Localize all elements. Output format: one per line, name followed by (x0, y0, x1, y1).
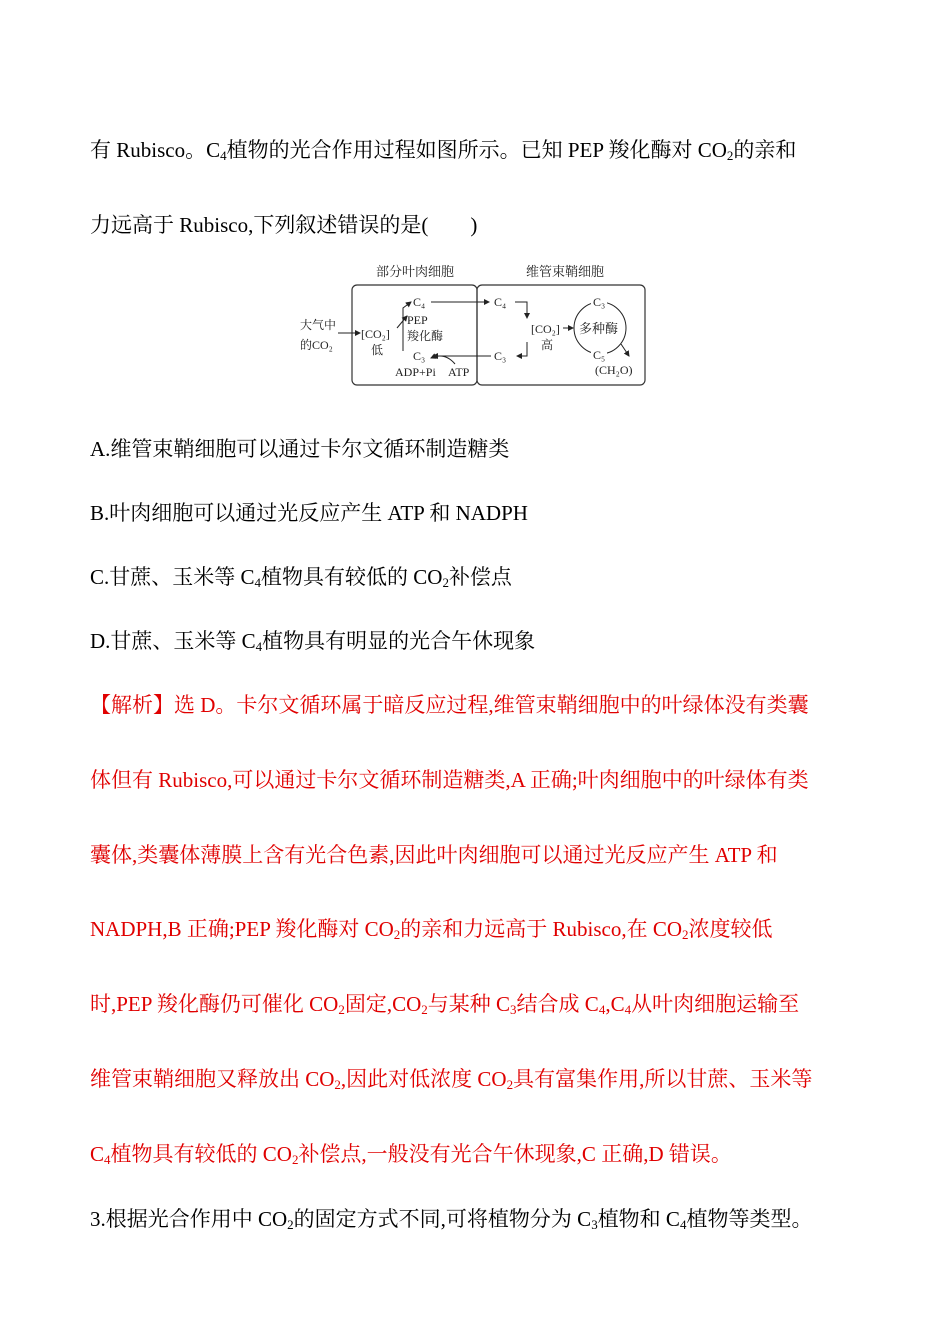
question-3-line: 3.根据光合作用中 $CO_2$的固定方式不同,可将植物分为 $C_3$植物和 $C_4$植物等类型。 (90, 1207, 813, 1232)
pep-label: PEP (407, 313, 428, 327)
analysis-line-4: NADPH,B 正确;PEP 羧化酶对 $CO_2$的亲和力远高于 Rubisco,在 $CO_2$浓度较低 (90, 917, 773, 942)
analysis-line-7: $C_4$植物具有较低的 $CO_2$补偿点,一般没有光合午休现象,C 正确,D 错误。 (90, 1142, 732, 1167)
mesophyll-c3: C₃ (413, 349, 426, 363)
atp-curve-arrow (431, 356, 455, 364)
co2-low-label: 低 (371, 343, 384, 357)
right-box-title: 维管束鞘细胞 (525, 264, 605, 279)
multi-enzyme-label: 多种酶 (579, 321, 619, 336)
calvin-c3: C₃ (593, 295, 606, 309)
c4-photosynthesis-diagram (295, 258, 655, 393)
option-a: A.维管束鞘细胞可以通过卡尔文循环制造糖类 (90, 437, 510, 461)
atmosphere-label-2: 的CO₂ (300, 338, 333, 352)
mesophyll-c4: C₄ (413, 295, 426, 309)
analysis-line-5: 时,PEP 羧化酶仍可催化 $CO_2$固定$,CO_2$与某种 $C_3$结合成 $C_4,C_4$从叶肉细胞运输至 (90, 992, 800, 1017)
left-box-title: 部分叶肉细胞 (375, 264, 455, 279)
analysis-line-1: 【解析】选 D。卡尔文循环属于暗反应过程,维管束鞘细胞中的叶绿体没有类囊 (90, 693, 809, 717)
atp-label: ATP (448, 365, 470, 379)
ch2o-label: (CH₂O) (595, 363, 633, 377)
bundle-sheath-co2: [CO₂] (531, 322, 560, 336)
option-b: B.叶肉细胞可以通过光反应产生 ATP 和 NADPH (90, 501, 528, 525)
option-c: C.甘蔗、玉米等 $C_4$植物具有较低的 $CO_2$补偿点 (90, 565, 512, 590)
c3-to-transport-arrow (517, 342, 527, 356)
adp-pi-label: ADP+Pi (395, 365, 436, 379)
bundle-sheath-c4: C₄ (494, 295, 507, 309)
sugar-output-arrow (621, 344, 629, 356)
atmosphere-label-1: 大气中 (300, 318, 337, 332)
bundle-sheath-c3: C₃ (494, 349, 507, 363)
intro-line-2: 力远高于 Rubisco,下列叙述错误的是( ) (90, 213, 478, 237)
co2-to-pep-arrow (397, 316, 407, 328)
analysis-line-6: 维管束鞘细胞又释放出 $CO_2$,因此对低浓度 $CO_2$具有富集作用,所以甘蔗、玉米等 (90, 1067, 813, 1092)
calvin-c5: C₅ (593, 348, 606, 362)
option-d: D.甘蔗、玉米等 $C_4$植物具有明显的光合午休现象 (90, 629, 536, 654)
c4-decarboxylation-arrow (515, 302, 527, 318)
mesophyll-co2: [CO₂] (361, 327, 390, 341)
carboxylase-label: 羧化酶 (407, 329, 444, 343)
analysis-line-2: 体但有 Rubisco,可以通过卡尔文循环制造糖类,A 正确;叶肉细胞中的叶绿体有类 (90, 768, 809, 792)
intro-line-1: 有 Rubisco。$C_4$植物的光合作用过程如图所示。已知 PEP 羧化酶对 $CO_2$的亲和 (90, 138, 797, 163)
analysis-line-3: 囊体,类囊体薄膜上含有光合色素,因此叶肉细胞可以通过光反应产生 ATP 和 (90, 843, 778, 867)
co2-high-label: 高 (541, 338, 554, 352)
